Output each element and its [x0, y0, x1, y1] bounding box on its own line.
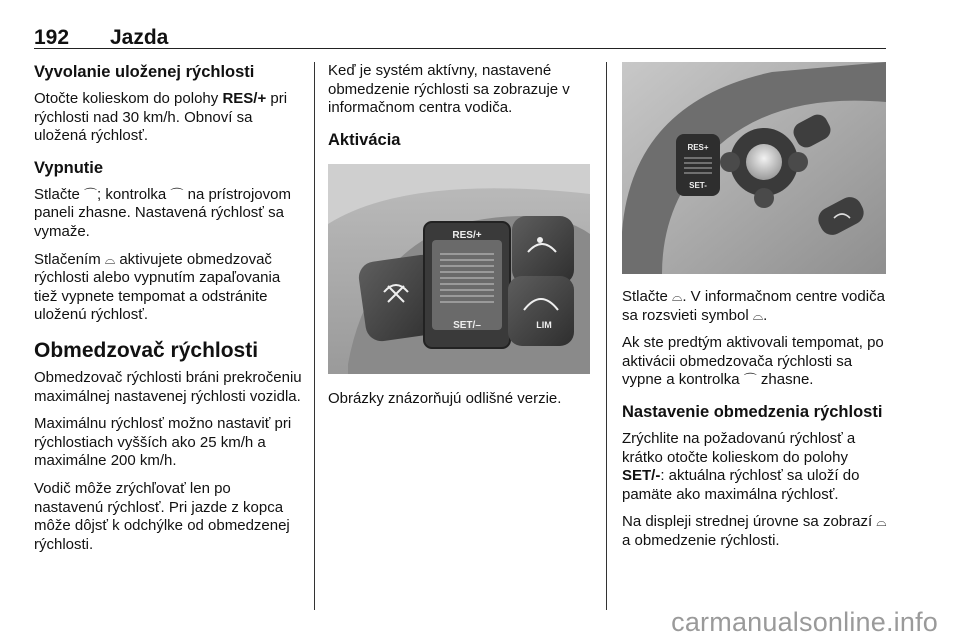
text: . V informačnom centre vodiča sa rozsvieti symbol	[622, 288, 885, 324]
heading-speed-limiter: Obmedzovač rýchlosti	[34, 338, 259, 362]
set-label: SET-	[689, 181, 707, 190]
text: Zrýchlite na požadovanú rýchlosť a krátko otočte kolieskom do polohy	[622, 429, 856, 466]
text: Stlačte	[34, 185, 85, 203]
column-2	[328, 62, 590, 417]
paragraph-press	[622, 288, 890, 325]
text: na prístrojovom paneli zhasne. Nastavená rýchlosť sa vymaže.	[34, 185, 291, 240]
paragraph-setting-1	[622, 430, 890, 504]
text: .	[763, 306, 768, 324]
paragraph-previous	[622, 334, 890, 390]
figure-caption: Obrázky znázorňujú odlišné verzie.	[328, 389, 562, 407]
text: Otočte kolieskom do polohy	[34, 90, 223, 107]
steering-switch-figure-1	[328, 164, 590, 374]
text: a obmedzenie rýchlosti.	[622, 531, 780, 549]
speed-limiter-icon: ⌓	[752, 307, 764, 323]
speed-limiter-icon: ⌓	[104, 251, 116, 267]
lim-label: LIM	[536, 319, 552, 330]
res-label: RES+	[687, 143, 709, 152]
paragraph-limiter-3: Vodič môže zrýchľovať len po nastavenú rýchlosť. Pri jazde z kopca môže dôjsť k odchýlke od obmedzenej rýchlosti.	[34, 479, 290, 553]
heading-switch-off: Vypnutie	[34, 158, 104, 177]
text: pri rýchlosti nad 30 km/h. Obnoví sa uložená rýchlosť.	[34, 90, 288, 145]
heading-activation: Aktivácia	[328, 130, 401, 149]
cruise-control-icon: ⌒	[84, 186, 98, 202]
cruise-control-icon: ⌒	[170, 186, 184, 202]
text: Ak ste predtým aktivovali tempomat, po aktivácii obmedzovača rýchlosti sa vypne a kontrolka	[622, 334, 884, 389]
column-divider	[606, 62, 607, 610]
page-number: 192	[34, 26, 70, 49]
column-3	[622, 62, 890, 560]
paragraph-limiter-2: Maximálnu rýchlosť možno nastaviť pri rýchlostiach vyšších ako 25 km/h a maximálne 200 km/h.	[34, 415, 292, 470]
column-1	[34, 62, 302, 563]
cruise-control-icon: ⌒	[743, 372, 757, 388]
set-label-bold: SET/-	[622, 467, 661, 485]
paragraph-active: Keď je systém aktívny, nastavené obmedzenie rýchlosti sa zobrazuje v informačnom centra vodiča.	[328, 62, 570, 117]
set-minus-label: SET/–	[453, 319, 481, 331]
speed-limiter-icon: ⌓	[876, 514, 887, 530]
paragraph-switch-off	[34, 186, 302, 242]
steering-switch-figure-2	[622, 62, 886, 274]
page-header	[34, 14, 886, 49]
watermark: carmanualsonline.info	[671, 607, 938, 637]
res-label: RES/+	[222, 90, 267, 107]
text: zhasne.	[756, 371, 814, 389]
speed-limiter-icon: ⌓	[672, 289, 683, 304]
res-plus-label: RES/+	[452, 229, 482, 241]
heading-limit-setting: Nastavenie obmedzenia rýchlosti	[622, 402, 883, 421]
chapter-title: Jazda	[110, 26, 169, 49]
paragraph-limiter-1: Obmedzovač rýchlosti bráni prekročeniu maximálnej nastavenej rýchlosti vozidla.	[34, 368, 302, 405]
text: aktivujete obmedzovač rýchlosti alebo vypnutím zapaľovania tiež vypnete tempomat a odstránite uloženú rýchlosť.	[34, 250, 281, 324]
paragraph-setting-2	[622, 513, 890, 550]
paragraph-recall	[34, 90, 302, 146]
text: ; kontrolka	[97, 185, 171, 203]
text: : aktuálna rýchlosť sa uloží do pamäte ako maximálna rýchlosť.	[622, 467, 860, 503]
paragraph-switch-off-2	[34, 251, 302, 325]
heading-recall-speed: Vyvolanie uloženej rýchlosti	[34, 63, 255, 81]
text: Stlačením	[34, 250, 105, 268]
text: Stlačte	[622, 288, 673, 305]
column-divider	[314, 62, 315, 610]
text: Na displeji strednej úrovne sa zobrazí	[622, 513, 877, 531]
